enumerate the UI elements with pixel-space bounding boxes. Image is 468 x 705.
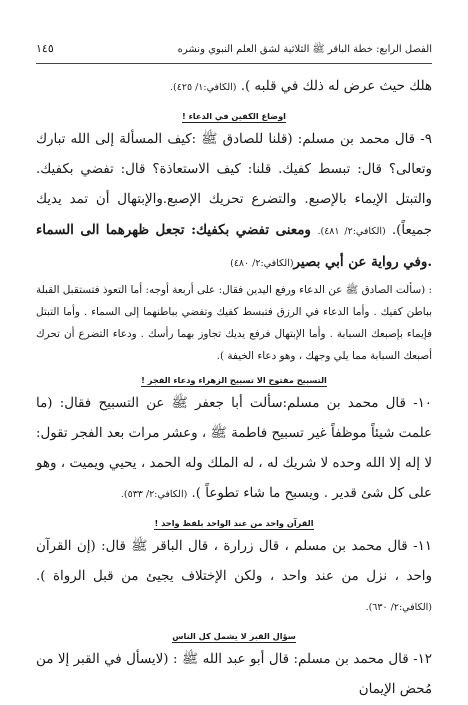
paragraph-10 [36,389,432,510]
page-number: ١٤٥ [36,42,54,55]
paragraph-text: هلك حيث عرض له ذلك في قلبه ). [236,79,432,94]
paragraph-12 [36,645,432,705]
citation: (الكافي:٢/ ٥٣٣). [120,489,188,500]
paragraph-9 [36,125,432,279]
citation: (الكافي:٢/ ٦٣٠). [365,602,432,613]
paragraph-continuation [36,72,432,103]
section-heading-tasbih: التسبيح مفتوح الا تسبيح الزهراء ودعاء الفجر ! [141,375,327,385]
paragraph-9-narration [36,279,432,367]
section-heading-palms: اوضاع الكفين في الدعاء ! [182,111,286,121]
paragraph-11 [36,532,432,623]
chapter-title: الفصل الرابع: خطة الباقر ﷺ الثلاثية لشق العلم النبوي ونشره [177,44,432,55]
section-heading-grave: سؤال القبر لا يشمل كل الناس [172,631,296,641]
paragraph-text: ١٢- قال محمد بن مسلم: قال أبو عبد الله ﷺ : (لايسأل في القبر إلا من مُحض الإيمان [36,652,432,697]
running-header [36,42,432,64]
section-heading-quran: القرآن واحد من عند الواحد بلفظ واحد ! [154,518,314,528]
narration-text: : (سألت الصادق ﷺ عن الدعاء ورفع اليدين فقال: على أربعة أوجه: أما التعوذ فتستقبل القبلة بباطن كفيك . وأما الدعاء في الرزق فتبسط كفيك وتفضي بباطنهما إلى السماء . وأما التبتل فإيماء بإصبعك السبابة . وأما الإبتهال فرفع يديك تجاوز بهما رأسك . ودعاء التضرع أن تحرك أصبعك السبابة مما يلي وجهك ، وهو دعاء الخيفة ). [36,284,432,362]
paragraph-text: ١٠- قال محمد بن مسلم:سألت أبا جعفر ﷺ عن التسبيح فقال: (ما علمت شيئاً موظفاً غير تسبيح فاطمة ﷺ ، وعشر مرات بعد الفجر تقول: لا إله إلا الله وحده لا شريك له ، له الملك وله الحمد ، يحيي ويميت ، وهو على كل شئ قدير . ويسبح ما شاء تطوعاً ). [36,396,432,501]
paragraph-text: ١١- قال محمد بن مسلم ، قال زرارة ، قال الباقر ﷺ قال: (إن القرآن واحد ، نزل من عند واحد ، ولكن الإختلاف يجيئ من قبل الرواة ). [36,539,432,584]
citation: (الكافي:٢/ ٤٨٠) [230,258,294,269]
bold-commentary: ومعنى تفضي بكفيك: تجعل ظهرهما الى السماء .وفي رواية عن أبي بصير [36,222,432,270]
citation: (الكافي:٢/ ٤٨١). [317,226,386,237]
document-page [36,42,432,705]
citation: (الكافي:١/ ٤٢٥). [170,82,237,93]
paragraph-text: ٩- قال محمد بن مسلم: (قلنا للصادق ﷺ :كيف المسألة إلى الله تبارك وتعالى؟ قال: تبسط كفيك. قلنا: كيف الاستعاذة؟ قال: تفضي بكفيك. والتبتل الإيماء بالإصبع. والتضرع تحريك الإصبع.والإبتهال أن تمد يديك جميعاً). [36,132,432,238]
